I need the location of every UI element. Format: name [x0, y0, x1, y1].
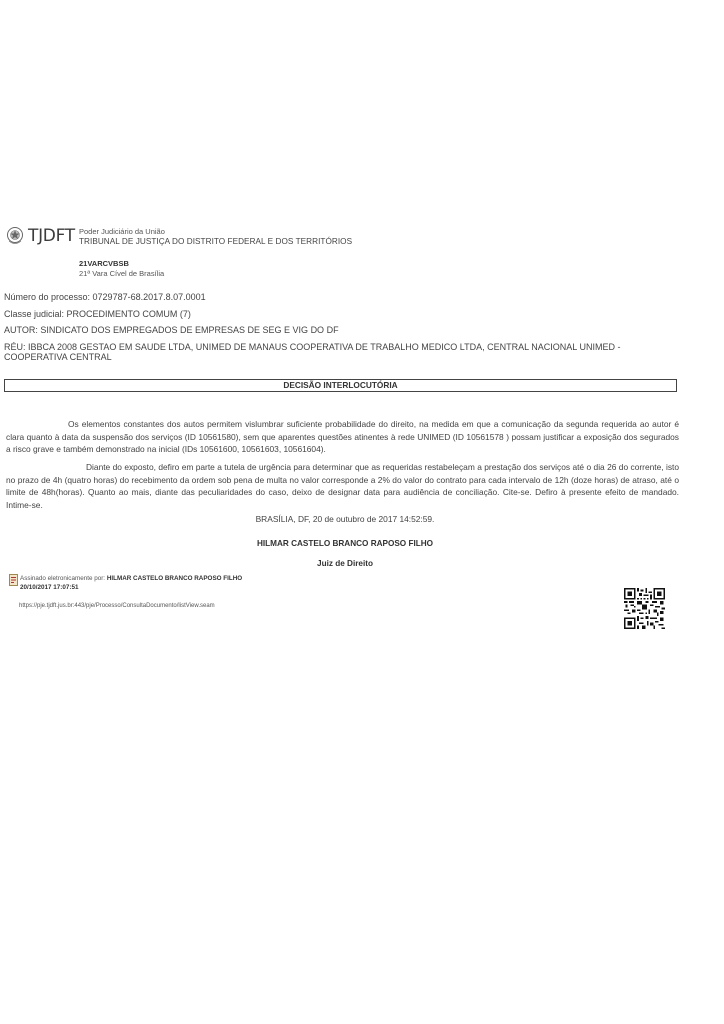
signature-line: [20, 575, 242, 582]
unit-name: 21ª Vara Cível de Brasília: [79, 269, 165, 278]
signer-name: HILMAR CASTELO BRANCO RAPOSO FILHO: [106, 575, 243, 582]
paragraph-2: Diante do exposto, defiro em parte a tutela de urgência para determinar que as requeridas restabeleçam a prestação dos serviços até o dia 26 do corrente, isto no prazo de 4h (quatro horas) do recebimento da ordem sob pena de multa no valor corresponde a 2% do valor do contrato para cada intervalo de 12h (doze horas) de atraso, até o limite de 48h(horas). Quanto ao mais, diante das peculiaridades do caso, deixo de designar data para audiência de conciliação. Cite-se. Defiro à presente efeito de mandado. Intime-se.: [6, 462, 679, 510]
judicial-class: Classe judicial: PROCEDIMENTO COMUM (7): [4, 309, 191, 319]
letterhead: [6, 226, 406, 282]
qr-code: [624, 588, 665, 629]
date-line: BRASÍLIA, DF, 20 de outubro de 2017 14:52:59.: [255, 514, 435, 524]
signature-prefix: Assinado eletronicamente por:: [20, 575, 106, 582]
signature-timestamp: 20/10/2017 17:07:51: [20, 584, 79, 591]
defendant: RÉU: IBBCA 2008 GESTAO EM SAUDE LTDA, UNIMED DE MANAUS COOPERATIVA DE TRABALHO MEDICO LTDA, CENTRAL NACIONAL UNIMED - COOPERATIVA CENTRAL: [4, 342, 621, 362]
signature-document-icon: [9, 574, 18, 586]
author: AUTOR: SINDICATO DOS EMPREGADOS DE EMPRESAS DE SEG E VIG DO DF: [4, 325, 339, 335]
org-line-1: Poder Judiciário da União: [79, 227, 165, 236]
process-number: Número do processo: 0729787-68.2017.8.07.0001: [4, 292, 206, 302]
judge-name: HILMAR CASTELO BRANCO RAPOSO FILHO: [256, 539, 434, 548]
unit-code: 21VARCVBSB: [79, 259, 129, 268]
paragraph-1: Os elementos constantes dos autos permitem vislumbrar suficiente probabilidade do direito, na medida em que a comunicação da segunda requerida ao autor é clara quanto à data da suspensão dos serviços (ID 10561580), sem que aparentes questões atinentes à rede UNIMED (ID 10561578 ) possam justificar a exposição dos segurados a risco grave e também demonstrado na inicial (IDs 10561600, 10561603, 10561604).: [6, 419, 679, 455]
judge-title: Juiz de Direito: [317, 559, 373, 568]
org-line-2: TRIBUNAL DE JUSTIÇA DO DISTRITO FEDERAL E DOS TERRITÓRIOS: [79, 237, 353, 246]
document-title: DECISÃO INTERLOCUTÓRIA: [4, 379, 677, 392]
brand-logo: TJDFT: [28, 226, 75, 246]
verification-url: https://pje.tjdft.jus.br:443/pje/Processo/ConsultaDocumento/listView.seam: [19, 603, 215, 609]
coat-of-arms-icon: [6, 226, 24, 246]
